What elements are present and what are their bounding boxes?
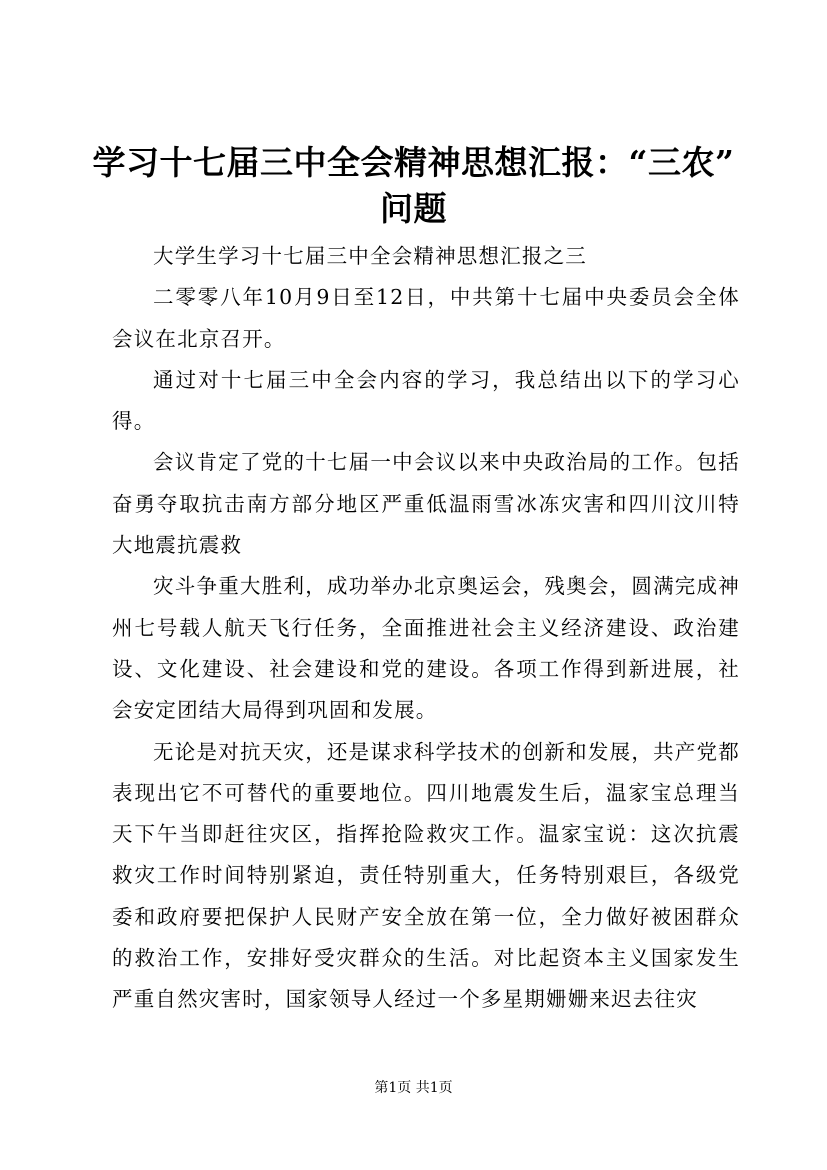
title-line-1: 学习十七届三中全会精神思想汇报：“三农”	[92, 143, 735, 182]
document-body	[112, 236, 740, 1021]
paragraph-1: 大学生学习十七届三中全会精神思想汇报之三	[153, 244, 587, 268]
paragraph-5: 灾斗争重大胜利，成功举办北京奥运会，残奥会，圆满完成神州七号载人航天飞行任务，全面推进社会主义经济建设、政治建设、文化建设、社会建设和党的建设。各项工作得到新进展，社会安定团结大局得到巩固和发展。	[112, 574, 740, 723]
title-line-2: 问题	[380, 189, 447, 228]
paragraph-6: 无论是对抗天灾，还是谋求科学技术的创新和发展，共产党都表现出它不可替代的重要地位。四川地震发生后，温家宝总理当天下午当即赶往灾区，指挥抢险救灾工作。温家宝说：这次抗震救灾工作时间特别紧迫，责任特别重大，任务特别艰巨，各级党委和政府要把保护人民财产安全放在第一位，全力做好被困群众的救治工作，安排好受灾群众的生活。对比起资本主义国家发生严重自然灾害时，国家领导人经过一个多星期姗姗来迟去往灾	[112, 739, 740, 1012]
document-title	[80, 140, 747, 232]
page-footer: 第1页 共1页	[374, 1080, 453, 1096]
paragraph-2: 二零零八年10月9日至12日，中共第十七届中央委员会全体会议在北京召开。	[112, 285, 740, 351]
paragraph-4: 会议肯定了党的十七届一中会议以来中央政治局的工作。包括奋勇夺取抗击南方部分地区严重低温雨雪冰冻灾害和四川汶川特大地震抗震救	[112, 450, 740, 558]
paragraph-3: 通过对十七届三中全会内容的学习，我总结出以下的学习心得。	[112, 367, 740, 434]
